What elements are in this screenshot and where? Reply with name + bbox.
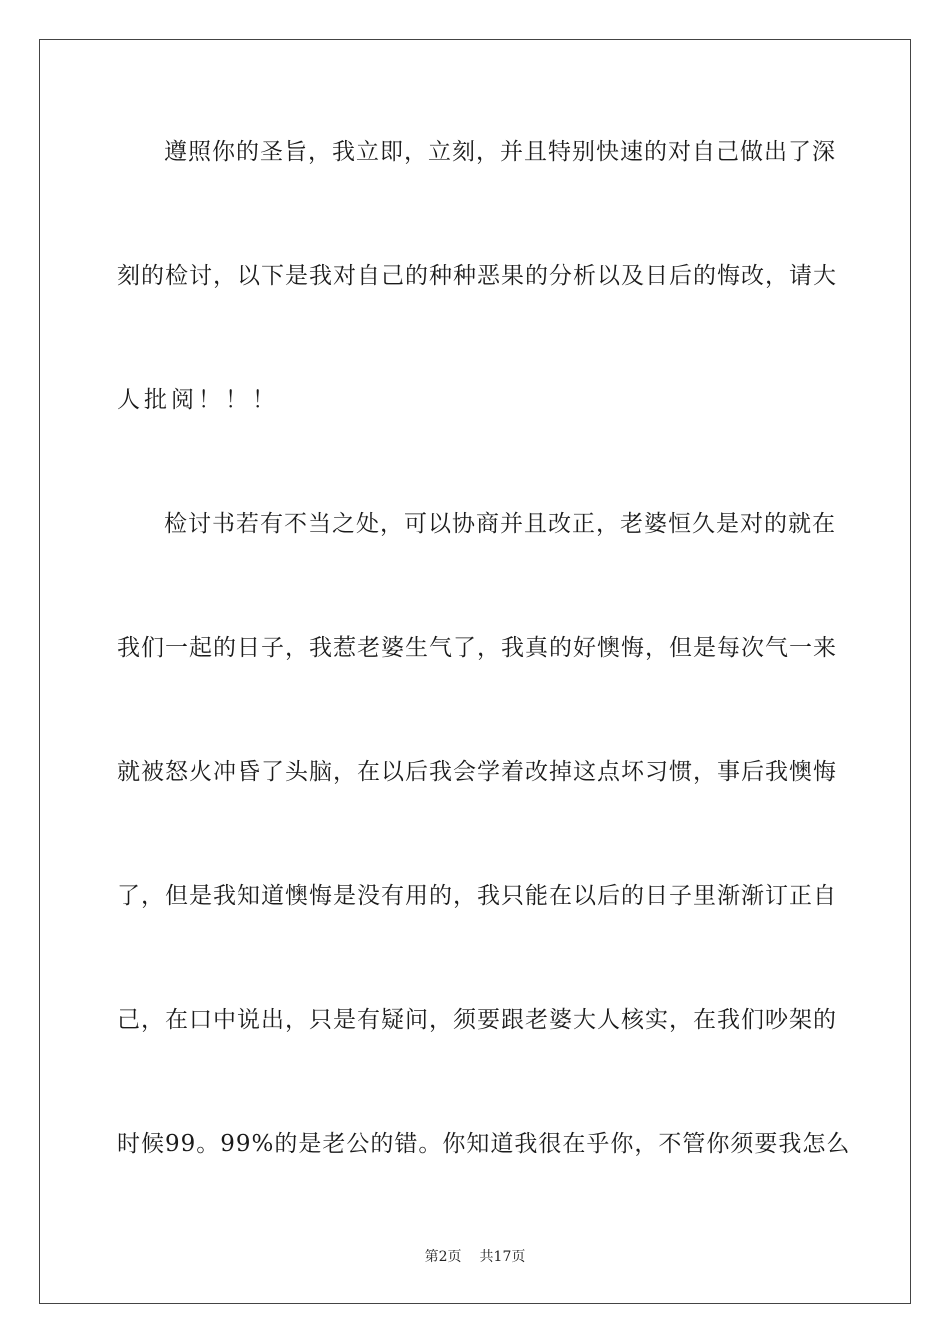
paragraph-2-line-6: 时候99。99%的是老公的错。你知道我很在乎你，不管你须要我怎么 (117, 1131, 851, 1157)
page-footer (0, 1248, 950, 1266)
paragraph-1-line-3: 人批阅！！！ (117, 387, 279, 413)
paragraph-1-line-1: 遵照你的圣旨，我立即，立刻，并且特别快速的对自己做出了深 (164, 139, 836, 165)
paragraph-2-line-4: 了，但是我知道懊悔是没有用的，我只能在以后的日子里渐渐订正自 (117, 883, 837, 909)
page-number-current: 第2页 (424, 1249, 462, 1265)
paragraph-2-line-3: 就被怒火冲昏了头脑，在以后我会学着改掉这点坏习惯，事后我懊悔 (117, 759, 837, 785)
paragraph-1-line-2: 刻的检讨，以下是我对自己的种种恶果的分析以及日后的悔改，请大 (117, 263, 837, 289)
page-number-total: 共17页 (479, 1249, 526, 1265)
paragraph-2-line-5: 己，在口中说出，只是有疑问，须要跟老婆大人核实，在我们吵架的 (117, 1007, 837, 1033)
paragraph-2-line-1: 检讨书若有不当之处，可以协商并且改正，老婆恒久是对的就在 (164, 511, 836, 537)
page-border (39, 39, 911, 1304)
paragraph-2-line-2: 我们一起的日子，我惹老婆生气了，我真的好懊悔，但是每次气一来 (117, 635, 837, 661)
